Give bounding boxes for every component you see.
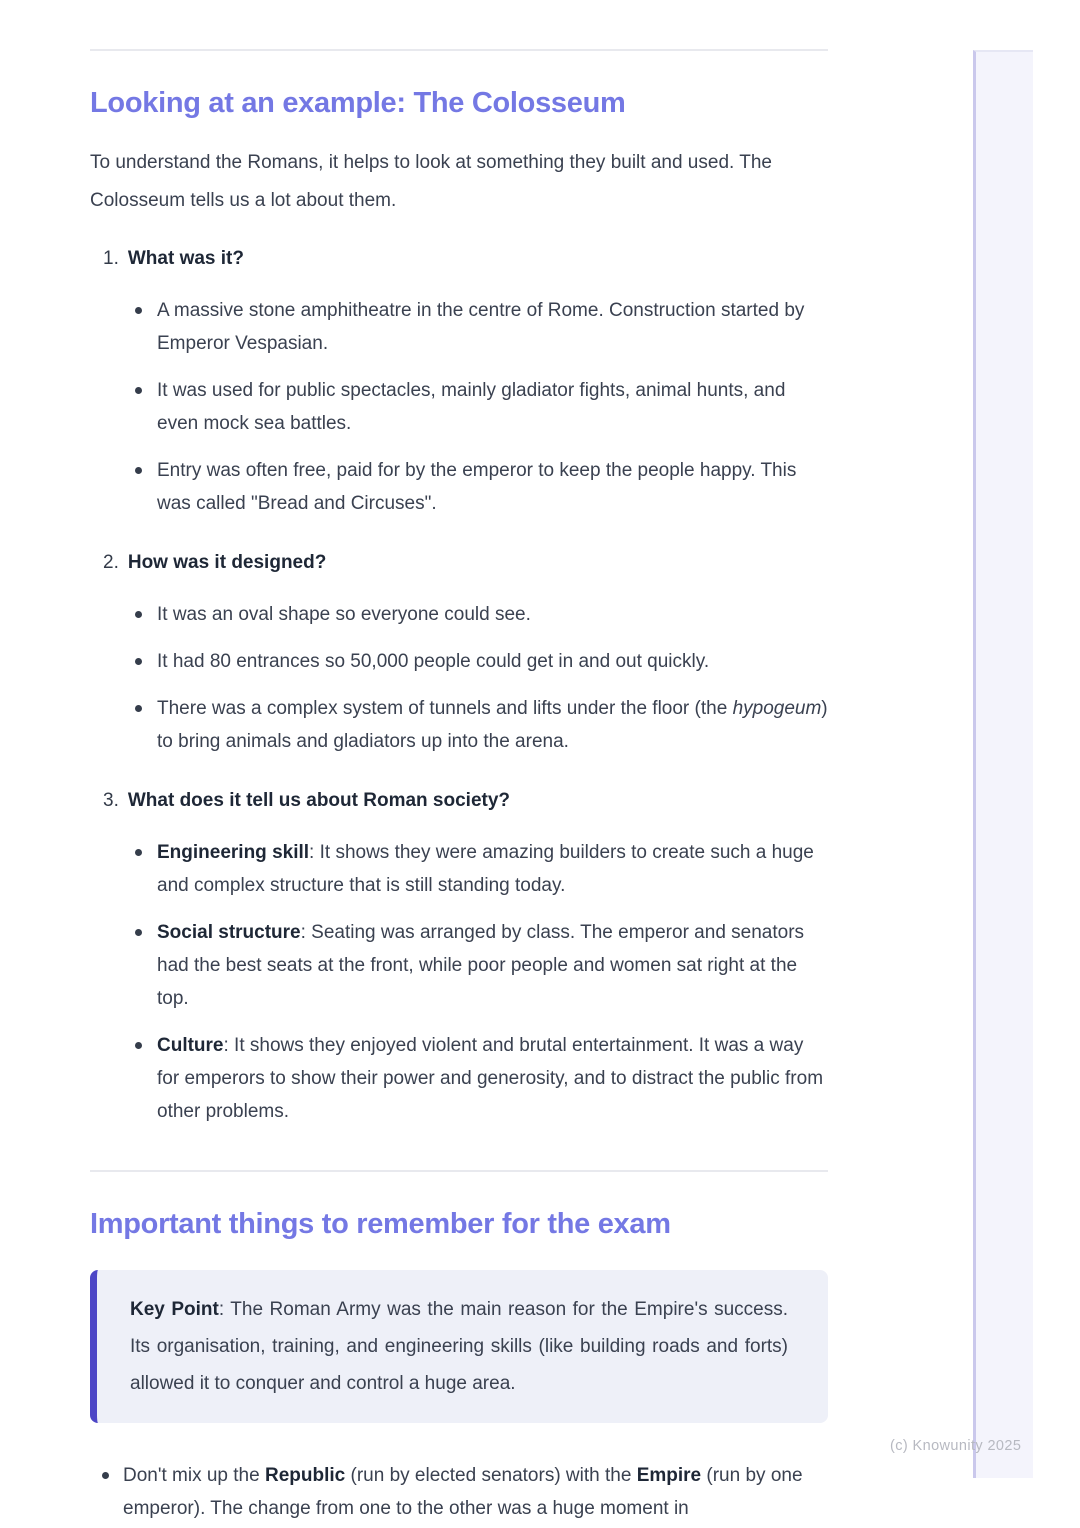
text-run: : It shows they were amazing builders to create such a huge and complex structure that is still standing today. xyxy=(157,842,814,896)
text-run: (run by one emperor). The change from one to the other was a huge moment in xyxy=(123,1465,803,1519)
bullet-item xyxy=(90,454,828,520)
text-run: (run by elected senators) with the xyxy=(345,1465,637,1486)
bold-text: Social structure xyxy=(157,922,301,943)
text-run: Entry was often free, paid for by the emperor to keep the people happy. This was called "Bread and Circuses". xyxy=(157,460,797,514)
question-number: 2. xyxy=(103,552,119,573)
bold-text: Key Point xyxy=(130,1299,219,1320)
question-number: 3. xyxy=(103,790,119,811)
question-heading xyxy=(90,246,828,272)
text-run: ) to bring animals and gladiators up into the arena. xyxy=(157,698,828,752)
text-run: A massive stone amphitheatre in the centre of Rome. Construction started by Emperor Vespasian. xyxy=(157,300,805,354)
numbered-item xyxy=(90,788,828,1128)
question-heading xyxy=(90,788,828,814)
key-point-text xyxy=(130,1299,788,1394)
bold-text: Culture xyxy=(157,1035,224,1056)
top-divider xyxy=(90,49,828,51)
mid-divider xyxy=(90,1170,828,1172)
exam-bullet-list xyxy=(90,1459,828,1525)
bold-text: Empire xyxy=(636,1465,702,1486)
bullet-list xyxy=(90,598,828,758)
bullet-list xyxy=(90,836,828,1128)
text-run: : Seating was arranged by class. The emperor and senators had the best seats at the front, while poor people and women sat right at the top. xyxy=(157,922,805,1009)
question-title: What does it tell us about Roman society? xyxy=(127,790,511,811)
bullet-item xyxy=(90,1459,828,1525)
question-title: How was it designed? xyxy=(127,552,327,573)
exam-section xyxy=(90,1208,828,1525)
text-run: Don't mix up the xyxy=(123,1465,265,1486)
bullet-item xyxy=(90,1029,828,1128)
bullet-item xyxy=(90,374,828,440)
colosseum-section xyxy=(90,87,828,1128)
question-number: 1. xyxy=(103,248,119,269)
page-edge-bar xyxy=(973,50,1033,1478)
bullet-list xyxy=(90,294,828,520)
watermark-text: (c) Knowunity 2025 xyxy=(890,1438,1022,1454)
key-point-callout xyxy=(90,1270,828,1423)
text-run: There was a complex system of tunnels and lifts under the floor (the xyxy=(157,698,733,719)
bullet-item xyxy=(90,645,828,678)
text-run: : It shows they enjoyed violent and brutal entertainment. It was a way for emperors to show their power and generosity, and to distract the public from other problems. xyxy=(157,1035,824,1122)
bullet-item xyxy=(90,692,828,758)
italic-text: hypogeum xyxy=(732,698,822,719)
section-title-colosseum: Looking at an example: The Colosseum xyxy=(90,87,626,119)
text-run: : The Roman Army was the main reason for the Empire's success. Its organisation, training, and engineering skills (like building roads and forts) allowed it to conquer and control a huge area. xyxy=(130,1299,788,1394)
text-run: It was an oval shape so everyone could see. xyxy=(157,604,531,625)
bullet-item xyxy=(90,294,828,360)
bullet-item xyxy=(90,836,828,902)
bold-text: Engineering skill xyxy=(157,842,310,863)
section-title-exam: Important things to remember for the exam xyxy=(90,1208,671,1240)
question-heading xyxy=(90,550,828,576)
text-run: It was used for public spectacles, mainly gladiator fights, animal hunts, and even mock sea battles. xyxy=(157,380,786,434)
numbered-list xyxy=(90,246,828,1128)
numbered-item xyxy=(90,246,828,520)
bullet-item xyxy=(90,598,828,631)
question-title: What was it? xyxy=(127,248,244,269)
page-content xyxy=(90,0,828,1525)
bullet-item xyxy=(90,916,828,1015)
numbered-item xyxy=(90,550,828,758)
text-run: It had 80 entrances so 50,000 people could get in and out quickly. xyxy=(157,651,710,672)
intro-paragraph: To understand the Romans, it helps to look at something they built and used. The Colosseum tells us a lot about them. xyxy=(90,152,772,211)
bold-text: Republic xyxy=(264,1465,346,1486)
